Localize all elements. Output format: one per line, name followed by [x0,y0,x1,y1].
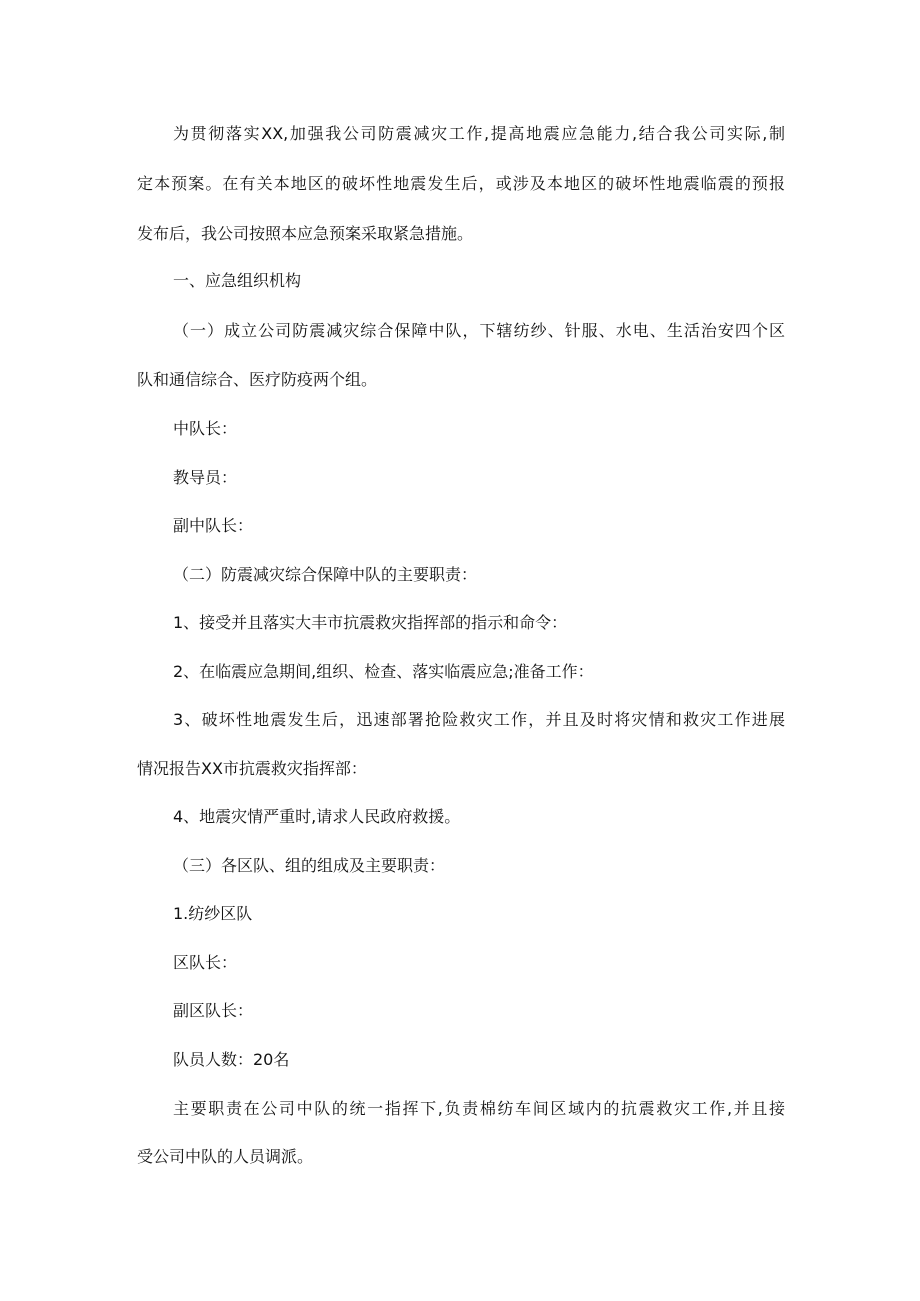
section-heading: 一、应急组织机构 [173,271,302,290]
duty-3-line-2: 情况报告XX市抗震救灾指挥部： [137,759,367,778]
unit-1-vice-leader: 副区队长： [173,1001,254,1020]
unit-1-duty-line-1: 主要职责在公司中队的统一指挥下,负责棉纺车间区域内的抗震救灾工作,并且接 [173,1099,785,1118]
item-1-line-1: （一）成立公司防震减灾综合保障中队，下辖纺纱、针服、水电、生活治安四个区 [173,321,785,340]
instructor-label: 教导员： [173,468,238,487]
unit-1-duty-line-2: 受公司中队的人员调派。 [137,1147,314,1166]
item-2-heading: （二）防震减灾综合保障中队的主要职责： [173,565,478,584]
duty-2: 2、在临震应急期间,组织、检查、落实临震应急;准备工作： [173,662,594,681]
duty-1: 1、接受并且落实大丰市抗震救灾指挥部的指示和命令： [173,613,568,632]
vice-captain-label: 副中队长： [173,516,254,535]
unit-1-members: 队员人数：20名 [173,1050,290,1069]
unit-1-leader: 区队长： [173,953,238,972]
duty-3-line-1: 3、破坏性地震发生后，迅速部署抢险救灾工作，并且及时将灾情和救灾工作进展 [173,710,785,729]
unit-1-title: 1.纺纱区队 [173,904,253,923]
duty-4: 4、地震灾情严重时,请求人民政府救援。 [173,807,461,826]
intro-line-2: 定本预案。在有关本地区的破坏性地震发生后，或涉及本地区的破坏性地震临震的预报 [137,174,785,193]
intro-line-1: 为贯彻落实XX,加强我公司防震减灾工作,提高地震应急能力,结合我公司实际,制 [173,124,785,143]
item-1-line-2: 队和通信综合、医疗防疫两个组。 [137,370,378,389]
intro-line-3: 发布后，我公司按照本应急预案采取紧急措施。 [137,224,474,243]
item-3-heading: （三）各区队、组的组成及主要职责： [173,856,446,875]
captain-label: 中队长： [173,419,238,438]
